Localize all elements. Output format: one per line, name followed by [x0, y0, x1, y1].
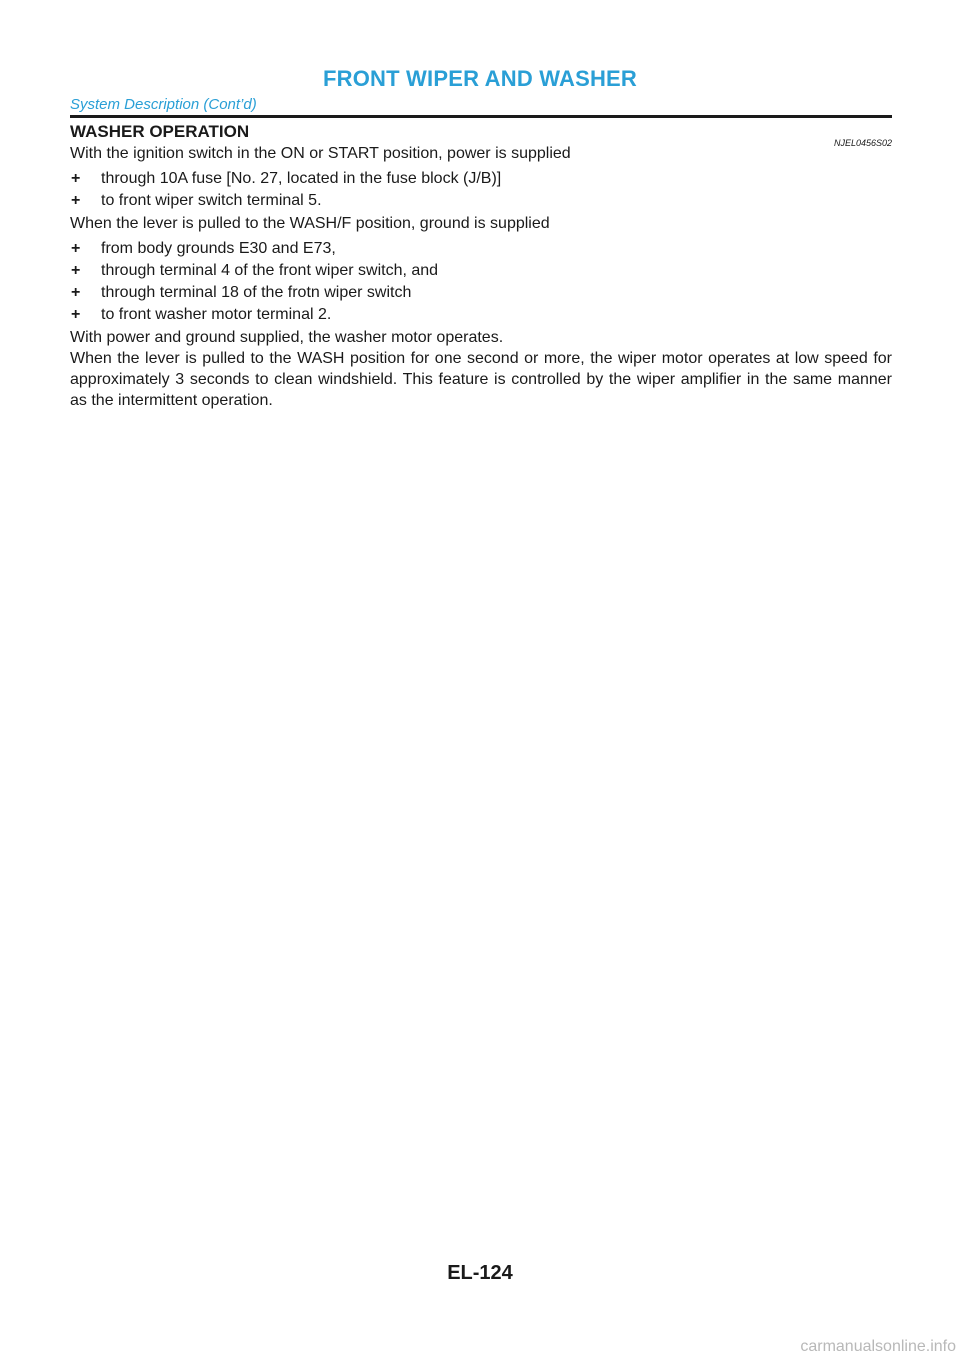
list-item	[70, 282, 892, 303]
page-subtitle: System Description (Cont’d)	[70, 96, 257, 113]
bullet-marker: +	[71, 306, 81, 323]
page-number: EL-124	[447, 1262, 513, 1284]
bullet-marker: +	[71, 170, 81, 187]
list-item-text: from body grounds E30 and E73,	[101, 240, 336, 257]
bullet-marker: +	[71, 262, 81, 279]
paragraph-power-intro: With the ignition switch in the ON or START position, power is supplied	[70, 145, 571, 162]
list-item-text: through terminal 4 of the front wiper switch, and	[101, 262, 439, 279]
bullet-marker: +	[71, 192, 81, 209]
paragraph-ground-intro: When the lever is pulled to the WASH/F position, ground is supplied	[70, 215, 550, 232]
list-item-text: to front washer motor terminal 2.	[101, 306, 332, 323]
paragraph-closing-2: When the lever is pulled to the WASH position for one second or more, the wiper motor operates at low speed for approximately 3 seconds to clean windshield. This feature is controlled by the wiper amplifier in the same manner as the intermittent operation.	[70, 350, 892, 409]
section-header	[70, 121, 892, 148]
list-item	[70, 304, 892, 325]
section-reference-code: NJEL0456S02	[833, 138, 892, 148]
list-item-text: through 10A fuse [No. 27, located in the fuse block (J/B)]	[101, 170, 502, 187]
list-item	[70, 190, 892, 211]
paragraph-closing-1: With power and ground supplied, the washer motor operates.	[70, 329, 504, 346]
section-title: WASHER OPERATION	[70, 122, 250, 141]
page-title: FRONT WIPER AND WASHER	[322, 66, 638, 91]
watermark: carmanualsonline.info	[800, 1338, 956, 1355]
document-body	[70, 121, 892, 415]
list-item-text: to front wiper switch terminal 5.	[101, 192, 322, 209]
list-item	[70, 168, 892, 189]
list-item	[70, 238, 892, 259]
bullet-marker: +	[71, 284, 81, 301]
list-item-text: through terminal 18 of the frotn wiper switch	[101, 284, 412, 301]
list-item	[70, 260, 892, 281]
header-divider	[70, 115, 892, 118]
bullet-marker: +	[71, 240, 81, 257]
